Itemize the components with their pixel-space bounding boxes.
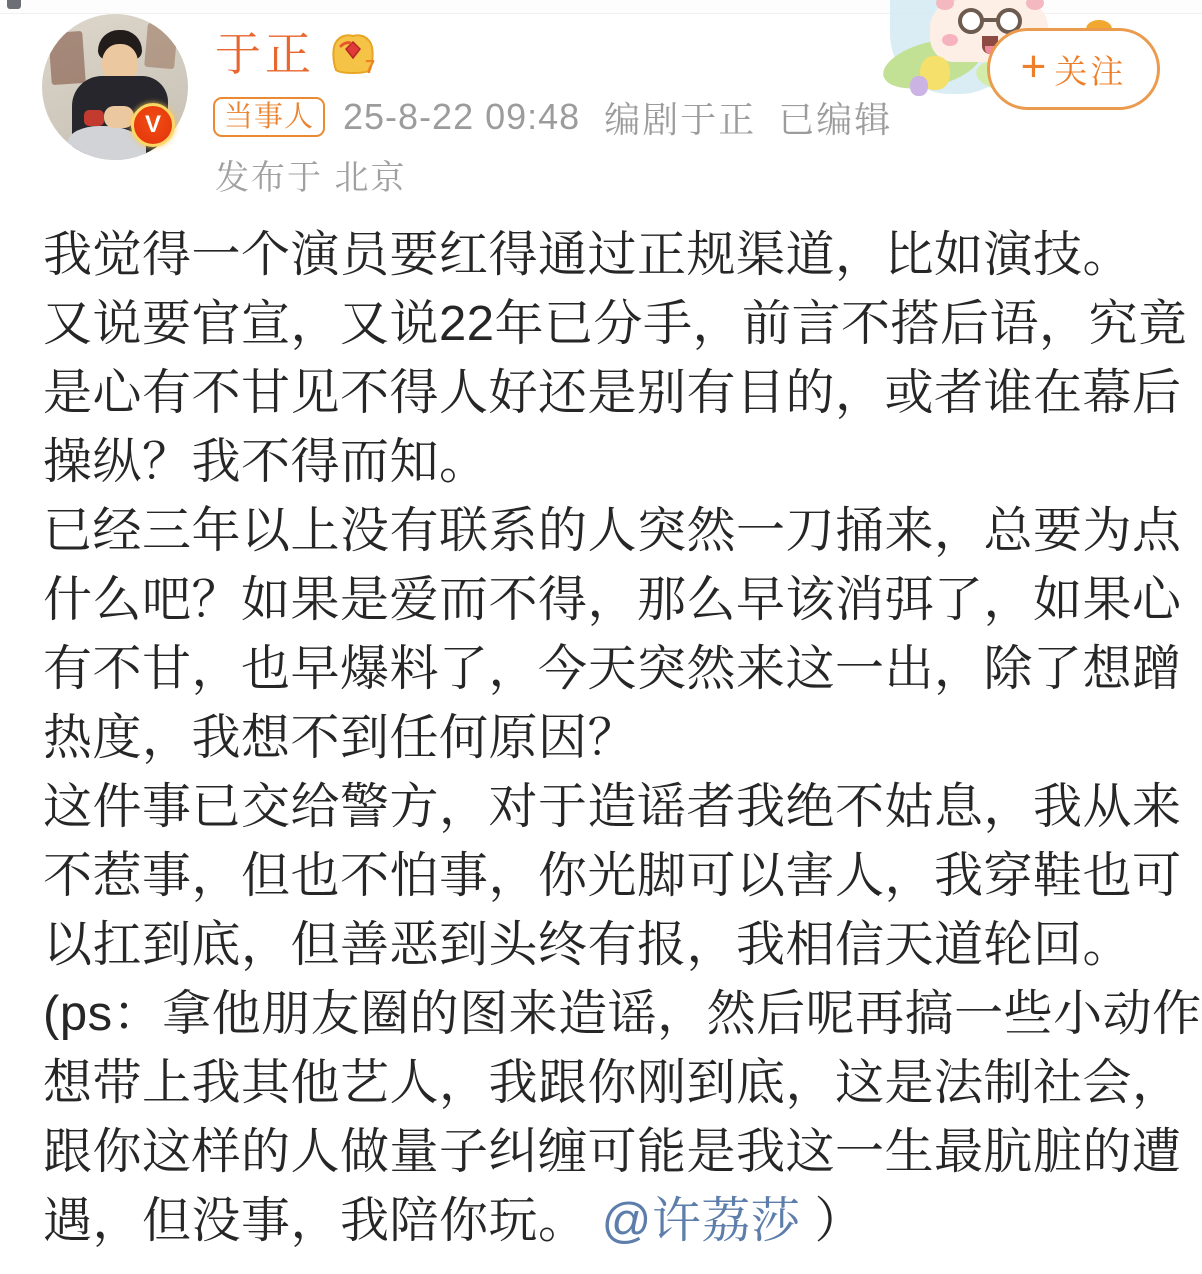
post-text-segment: 遇，但没事，我陪你玩。 [43,1194,588,1248]
publish-location: 发布于 北京 [215,159,407,197]
avatar-person-hands [104,106,134,128]
post-text-line: 有不甘，也早爆料了，今天突然来这一出，除了想蹭 [43,642,1182,696]
post-text-line: 以扛到底，但善恶到头终有报，我相信天道轮回。 [43,918,1133,972]
plus-icon: + [1020,42,1047,91]
post-text-line: 又说要官宣，又说22年已分手，前言不搭后语，究竟 [43,297,1188,351]
follow-button-label: 关注 [1054,52,1127,90]
avatar-bg-frame [48,31,86,85]
post-text-line: 跟你这样的人做量子纠缠可能是我这一生最肮脏的遭 [43,1125,1182,1179]
post-body [0,221,1202,1256]
mascot-glasses-icon [958,8,984,34]
avatar-red-cuff [84,110,104,126]
post-text-line: 我觉得一个演员要红得通过正规渠道，比如演技。 [43,228,1133,282]
edited-label: 已编辑 [778,98,893,140]
mascot-small-buddy [910,76,928,96]
post-text-line: 什么吧？如果是爱而不得，那么早该消弭了，如果心 [43,573,1182,627]
vip-level-number: 7 [365,57,376,77]
post-text-line: (ps：拿他朋友圈的图来造谣，然后呢再搞一些小动作 [43,987,1202,1041]
post-text-line: 操纵？我不得而知。 [43,435,489,489]
post-text-line: 想带上我其他艺人，我跟你刚到底，这是法制社会， [43,1056,1182,1110]
post-text-line: 是心有不甘见不得人好还是别有目的，或者谁在幕后 [43,366,1182,420]
post-text-line: 热度，我想不到任何原因？ [43,711,638,765]
mention-link[interactable]: @许荔莎 [601,1194,801,1248]
post-text-line: 已经三年以上没有联系的人突然一刀捅来，总要为点 [43,504,1182,558]
post-text-line: 这件事已交给警方，对于造谣者我绝不姑息，我从来 [43,780,1182,834]
follow-button[interactable] [987,28,1160,110]
post-text-line: 不惹事，但也不怕事，你光脚可以害人，我穿鞋也可 [43,849,1182,903]
post-text-segment: ） [814,1194,865,1248]
mascot-ear [1026,0,1044,10]
post-text-line [43,1187,1182,1256]
username[interactable]: 于正 [215,28,315,80]
verified-badge-icon: V [131,103,175,147]
vip-crown-icon [327,28,379,80]
cropped-corner-mark [7,0,21,9]
mascot-blush [942,34,958,46]
avatar-bg-frame [144,23,178,69]
post-source[interactable]: 编剧于正 [604,98,757,140]
mascot-glasses-bridge [982,18,998,22]
party-involved-badge: 当事人 [213,97,325,137]
timestamp: 25-8-22 09:48 [343,96,581,137]
